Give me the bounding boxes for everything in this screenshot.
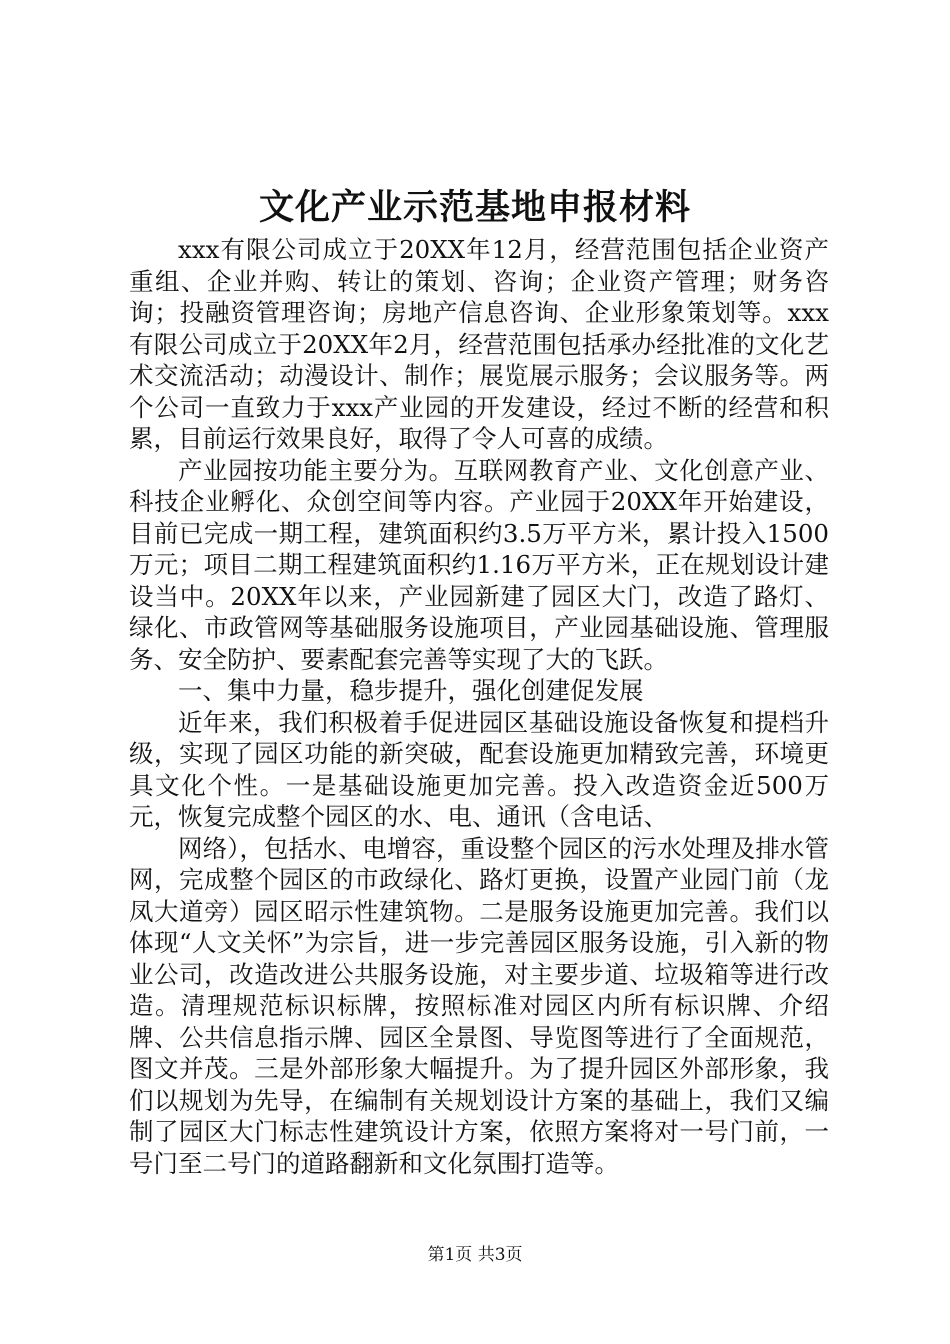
page-number-footer: 第1页 共3页 bbox=[427, 1245, 523, 1265]
paragraph-park-overview: 产业园按功能主要分为。互联网教育产业、文化创意产业、科技企业孵化、众创空间等内容。产业园于20XX年开始建设，目前已完成一期工程，建筑面积约3.5万平方米，累计投入1500万元；项目二期工程建筑面积约1.16万平方米，正在规划设计建设当中。20XX年以来，产业园新建了园区大门，改造了路灯、绿化、市政管网等基础服务设施项目，产业园基础设施、管理服务、安全防护、要素配套完善等实现了大的飞跃。 bbox=[129, 455, 829, 674]
document-title: 文化产业示范基地申报材料 bbox=[258, 187, 691, 228]
paragraph-infrastructure: 近年来，我们积极着手促进园区基础设施设备恢复和提档升级，实现了园区功能的新突破，配套设施更加精致完善，环境更具文化个性。一是基础设施更加完善。投入改造资金近500万元，恢复完成整个园区的水、电、通讯（含电话、 bbox=[129, 707, 829, 831]
section-heading: 一、集中力量，稳步提升，强化创建促发展 bbox=[178, 676, 644, 705]
paragraph-services: 网络），包括水、电增容，重设整个园区的污水处理及排水管网，完成整个园区的市政绿化、路灯更换，设置产业园门前（龙凤大道旁）园区昭示性建筑物。二是服务设施更加完善。我们以体现“人文关怀”为宗旨，进一步完善园区服务设施，引入新的物业公司，改造改进公共服务设施，对主要步道、垃圾箱等进行改造。清理规范标识标牌，按照标准对园区内所有标识牌、介绍牌、公共信息指示牌、园区全景图、导览图等进行了全面规范，图文并茂。三是外部形象大幅提升。为了提升园区外部形象，我们以规划为先导，在编制有关规划设计方案的基础上，我们又编制了园区大门标志性建筑设计方案，依照方案将对一号门前，一号门至二号门的道路翻新和文化氛围打造等。 bbox=[129, 833, 829, 1178]
paragraph-company-intro: xxx有限公司成立于20XX年12月，经营范围包括企业资产重组、企业并购、转让的策划、咨询；企业资产管理；财务咨询；投融资管理咨询；房地产信息咨询、企业形象策划等。xxx有限公司成立于20XX年2月，经营范围包括承办经批准的文化艺术交流活动；动漫设计、制作；展览展示服务；会议服务等。两个公司一直致力于xxx产业园的开发建设，经过不断的经营和积累，目前运行效果良好，取得了令人可喜的成绩。 bbox=[129, 235, 829, 453]
document-body bbox=[129, 234, 829, 1179]
